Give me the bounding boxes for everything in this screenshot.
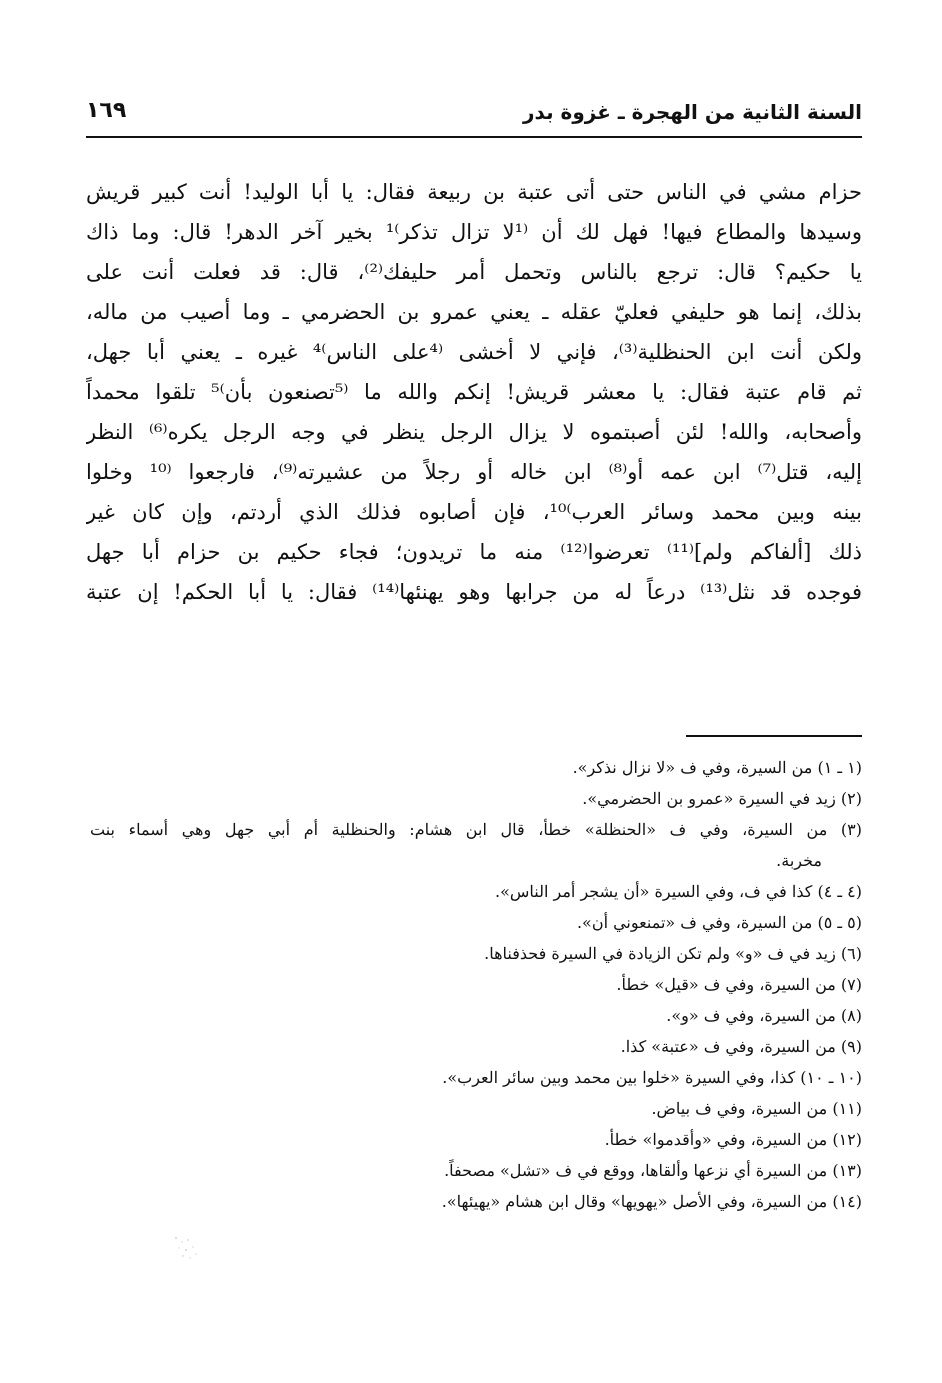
- footnote: (١١) من السيرة، وفي ف بياض.: [651, 1099, 862, 1118]
- text-line: بينه وبين محمد وسائر العرب⁾¹⁰، فإن أصابوه فذلك الذي أردتم، وإن كان غير: [86, 500, 862, 524]
- footnote: (٤ ـ ٤) كذا في ف، وفي السيرة «أن يشجر أمر الناس».: [495, 882, 862, 901]
- footnote: (٣) من السيرة، وفي ف «الحنظلة» خطأ، قال ابن هشام: والحنظلية أم أبي جهل وهي أسماء بنت: [90, 820, 862, 839]
- text-line: وأصحابه، والله! لئن أصبتموه لا يزال الرجل ينظر في وجه الرجل يكره⁽⁶⁾ النظر: [86, 420, 862, 444]
- running-header-title: السنة الثانية من الهجرة ـ غزوة بدر: [523, 100, 862, 124]
- footnote: (٩) من السيرة، وفي ف «عتبة» كذا.: [620, 1037, 862, 1056]
- text-line: فوجده قد نثل⁽¹³⁾ درعاً له من جرابها وهو يهنئها⁽¹⁴⁾ فقال: يا أبا الحكم! إن عتبة: [86, 580, 862, 604]
- footnote: (٢) زيد في السيرة «عمرو بن الحضرمي».: [582, 789, 862, 808]
- text-line: ثم قام عتبة فقال: يا معشر قريش! إنكم والله ما ⁽⁵تصنعون بأن⁾⁵ تلقوا محمداً: [86, 380, 862, 404]
- footnote: (٦) زيد في ف «و» ولم تكن الزيادة في السيرة فحذفناها.: [484, 944, 862, 963]
- text-line: بذلك، إنما هو حليفي فعليّ عقله ـ يعني عمرو بن الحضرمي ـ وما أصيب من ماله،: [86, 300, 862, 324]
- text-line: حزام مشي في الناس حتى أتى عتبة بن ربيعة فقال: يا أبا الوليد! أنت كبير قريش: [86, 180, 862, 204]
- footnote: (١ ـ ١) من السيرة، وفي ف «لا نزال نذكر».: [572, 758, 862, 777]
- footnotes: [90, 752, 862, 1217]
- footnote: (١٢) من السيرة، وفي «وأقدموا» خطأ.: [604, 1130, 862, 1149]
- running-header: [86, 96, 862, 136]
- footnote: (١٤) من السيرة، وفي الأصل «يهويها» وقال ابن هشام «يهيئها».: [441, 1192, 862, 1211]
- footnote: (٨) من السيرة، وفي ف «و».: [666, 1006, 862, 1025]
- page-number: ١٦٩: [86, 98, 127, 123]
- footnote: (٥ ـ ٥) من السيرة، وفي ف «تمنعوني أن».: [576, 913, 862, 932]
- text-line: ولكن أنت ابن الحنظلية⁽³⁾، فإني لا أخشى ⁽⁴على الناس⁾⁴ غيره ـ يعني أبا جهل،: [86, 340, 862, 364]
- text-line: يا حكيم؟ قال: ترجع بالناس وتحمل أمر حليفك⁽²⁾، قال: قد فعلت أنت على: [86, 260, 862, 284]
- header-rule: [86, 136, 862, 138]
- footnote-continuation: مخربة.: [776, 851, 822, 870]
- text-line: وسيدها والمطاع فيها! فهل لك أن ⁽¹لا تزال تذكر⁾¹ بخير آخر الدهر! قال: وما ذاك: [86, 220, 862, 244]
- footnote: (٧) من السيرة، وفي ف «قيل» خطأ.: [616, 975, 862, 994]
- scan-speck: [168, 1232, 204, 1266]
- text-line: ذلك [ألفاكم ولم]⁽¹¹⁾ تعرضوا⁽¹²⁾ منه ما تريدون؛ فجاء حكيم بن حزام أبا جهل: [86, 540, 862, 564]
- footnote: (١٣) من السيرة أي نزعها وألقاها، ووقع في ف «تشل» مصحفاً.: [444, 1161, 862, 1180]
- footnote: (١٠ ـ ١٠) كذا، وفي السيرة «خلوا بين محمد وبين سائر العرب».: [442, 1068, 862, 1087]
- footnote-separator: [686, 735, 862, 737]
- text-line: إليه، قتل⁽⁷⁾ ابن عمه أو⁽⁸⁾ ابن خاله أو رجلاً من عشيرته⁽⁹⁾، فارجعوا ⁽¹⁰ وخلوا: [86, 460, 862, 484]
- main-text: [86, 172, 862, 612]
